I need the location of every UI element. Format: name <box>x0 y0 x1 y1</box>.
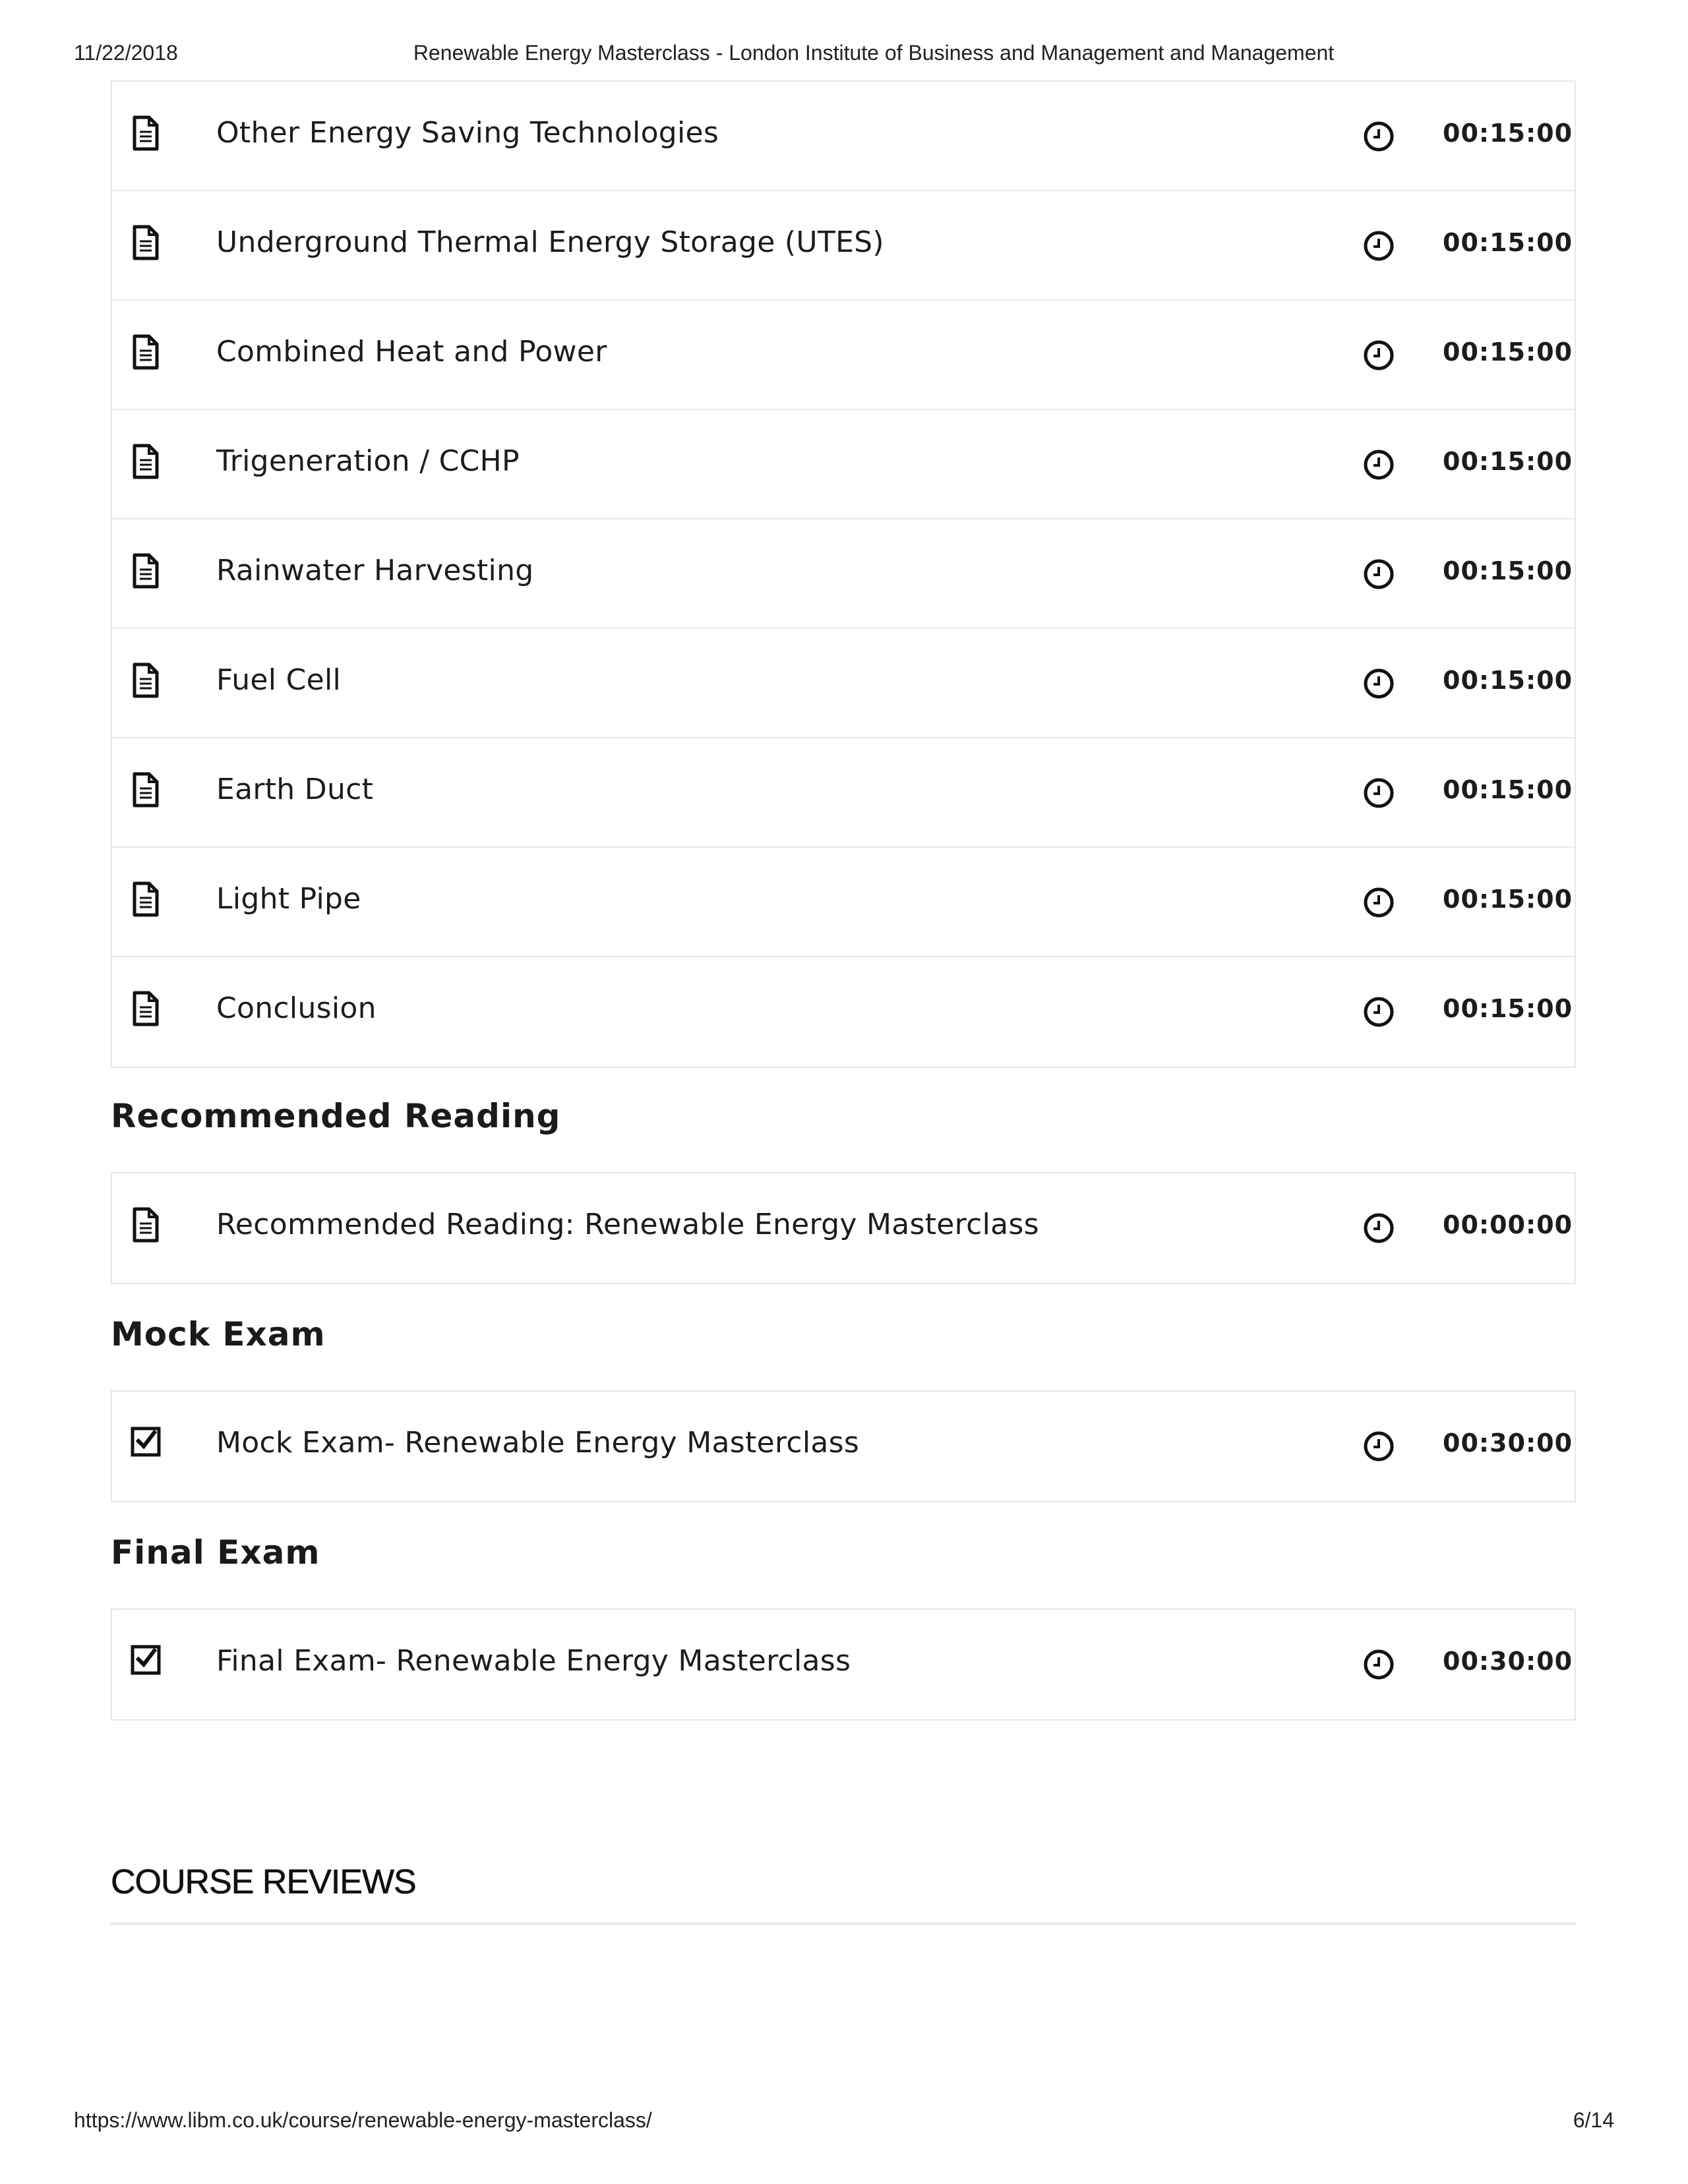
lesson-row[interactable] <box>112 191 1575 301</box>
clock-icon <box>1362 229 1395 262</box>
print-page-number: 6/14 <box>1573 2108 1614 2132</box>
recommended-reading-section <box>111 1172 1576 1284</box>
lesson-list <box>111 80 1576 1068</box>
lesson-row[interactable] <box>112 957 1575 1067</box>
clock-icon <box>1362 339 1395 372</box>
lesson-title[interactable]: Mock Exam- Renewable Energy Masterclass <box>216 1426 860 1460</box>
final-exam-section <box>111 1608 1576 1721</box>
lesson-list <box>111 1608 1576 1721</box>
lesson-row[interactable] <box>112 1610 1575 1719</box>
lesson-row[interactable] <box>112 848 1575 957</box>
section-title-final-exam: Final Exam <box>111 1533 320 1572</box>
clock-icon <box>1362 1648 1395 1681</box>
lesson-duration: 00:30:00 <box>1443 1429 1573 1458</box>
section-title-recommended-reading: Recommended Reading <box>111 1097 561 1135</box>
clock-icon <box>1362 1430 1395 1463</box>
lesson-row[interactable] <box>112 82 1575 191</box>
lesson-row[interactable] <box>112 519 1575 629</box>
lesson-duration: 00:15:00 <box>1443 338 1573 367</box>
lesson-row[interactable] <box>112 301 1575 410</box>
lesson-title[interactable]: Recommended Reading: Renewable Energy Masterclass <box>216 1208 1039 1241</box>
lesson-duration: 00:15:00 <box>1443 885 1573 914</box>
clock-icon <box>1362 667 1395 700</box>
document-icon <box>129 1206 162 1243</box>
document-icon <box>129 224 162 261</box>
lesson-duration: 00:30:00 <box>1443 1647 1573 1676</box>
clock-icon <box>1362 120 1395 153</box>
print-footer <box>0 2108 1688 2135</box>
lesson-row[interactable] <box>112 629 1575 738</box>
divider <box>111 1922 1576 1925</box>
lesson-duration: 00:15:00 <box>1443 666 1573 695</box>
lesson-title[interactable]: Combined Heat and Power <box>216 335 607 369</box>
lesson-title[interactable]: Conclusion <box>216 991 377 1025</box>
lesson-row[interactable] <box>112 1173 1575 1283</box>
checkbox-icon <box>129 1425 162 1461</box>
document-icon <box>129 881 162 918</box>
lesson-row[interactable] <box>112 738 1575 848</box>
lesson-list <box>111 1172 1576 1284</box>
print-page-title: Renewable Energy Masterclass - London Institute of Business and Management and Management <box>413 41 1335 65</box>
document-icon <box>129 552 162 589</box>
lesson-title[interactable]: Trigeneration / CCHP <box>216 444 520 478</box>
clock-icon <box>1362 1212 1395 1245</box>
lesson-title[interactable]: Final Exam- Renewable Energy Masterclass <box>216 1644 851 1678</box>
document-icon <box>129 990 162 1027</box>
lesson-duration: 00:15:00 <box>1443 447 1573 476</box>
lesson-title[interactable]: Earth Duct <box>216 773 374 806</box>
lesson-row[interactable] <box>112 410 1575 519</box>
clock-icon <box>1362 558 1395 591</box>
lesson-title[interactable]: Underground Thermal Energy Storage (UTES) <box>216 225 884 259</box>
document-icon <box>129 115 162 152</box>
lesson-duration: 00:00:00 <box>1443 1210 1573 1239</box>
section-title-mock-exam: Mock Exam <box>111 1315 326 1353</box>
print-date: 11/22/2018 <box>74 41 178 65</box>
lesson-row[interactable] <box>112 1392 1575 1501</box>
checkbox-icon <box>129 1643 162 1680</box>
curriculum-section <box>111 80 1576 1068</box>
lesson-duration: 00:15:00 <box>1443 119 1573 148</box>
lesson-list <box>111 1390 1576 1502</box>
clock-icon <box>1362 995 1395 1028</box>
lesson-duration: 00:15:00 <box>1443 556 1573 585</box>
print-url: https://www.libm.co.uk/course/renewable-energy-masterclass/ <box>74 2108 652 2132</box>
document-icon <box>129 334 162 370</box>
course-reviews-heading: COURSE REVIEWS <box>111 1863 416 1901</box>
lesson-title[interactable]: Fuel Cell <box>216 663 342 697</box>
clock-icon <box>1362 448 1395 481</box>
document-icon <box>129 443 162 480</box>
document-icon <box>129 771 162 808</box>
clock-icon <box>1362 777 1395 810</box>
print-header <box>0 41 1688 67</box>
clock-icon <box>1362 886 1395 919</box>
lesson-duration: 00:15:00 <box>1443 775 1573 804</box>
lesson-title[interactable]: Rainwater Harvesting <box>216 554 534 587</box>
lesson-duration: 00:15:00 <box>1443 228 1573 257</box>
mock-exam-section <box>111 1390 1576 1502</box>
document-icon <box>129 662 162 699</box>
lesson-duration: 00:15:00 <box>1443 994 1573 1023</box>
lesson-title[interactable]: Other Energy Saving Technologies <box>216 116 719 150</box>
lesson-title[interactable]: Light Pipe <box>216 882 361 916</box>
